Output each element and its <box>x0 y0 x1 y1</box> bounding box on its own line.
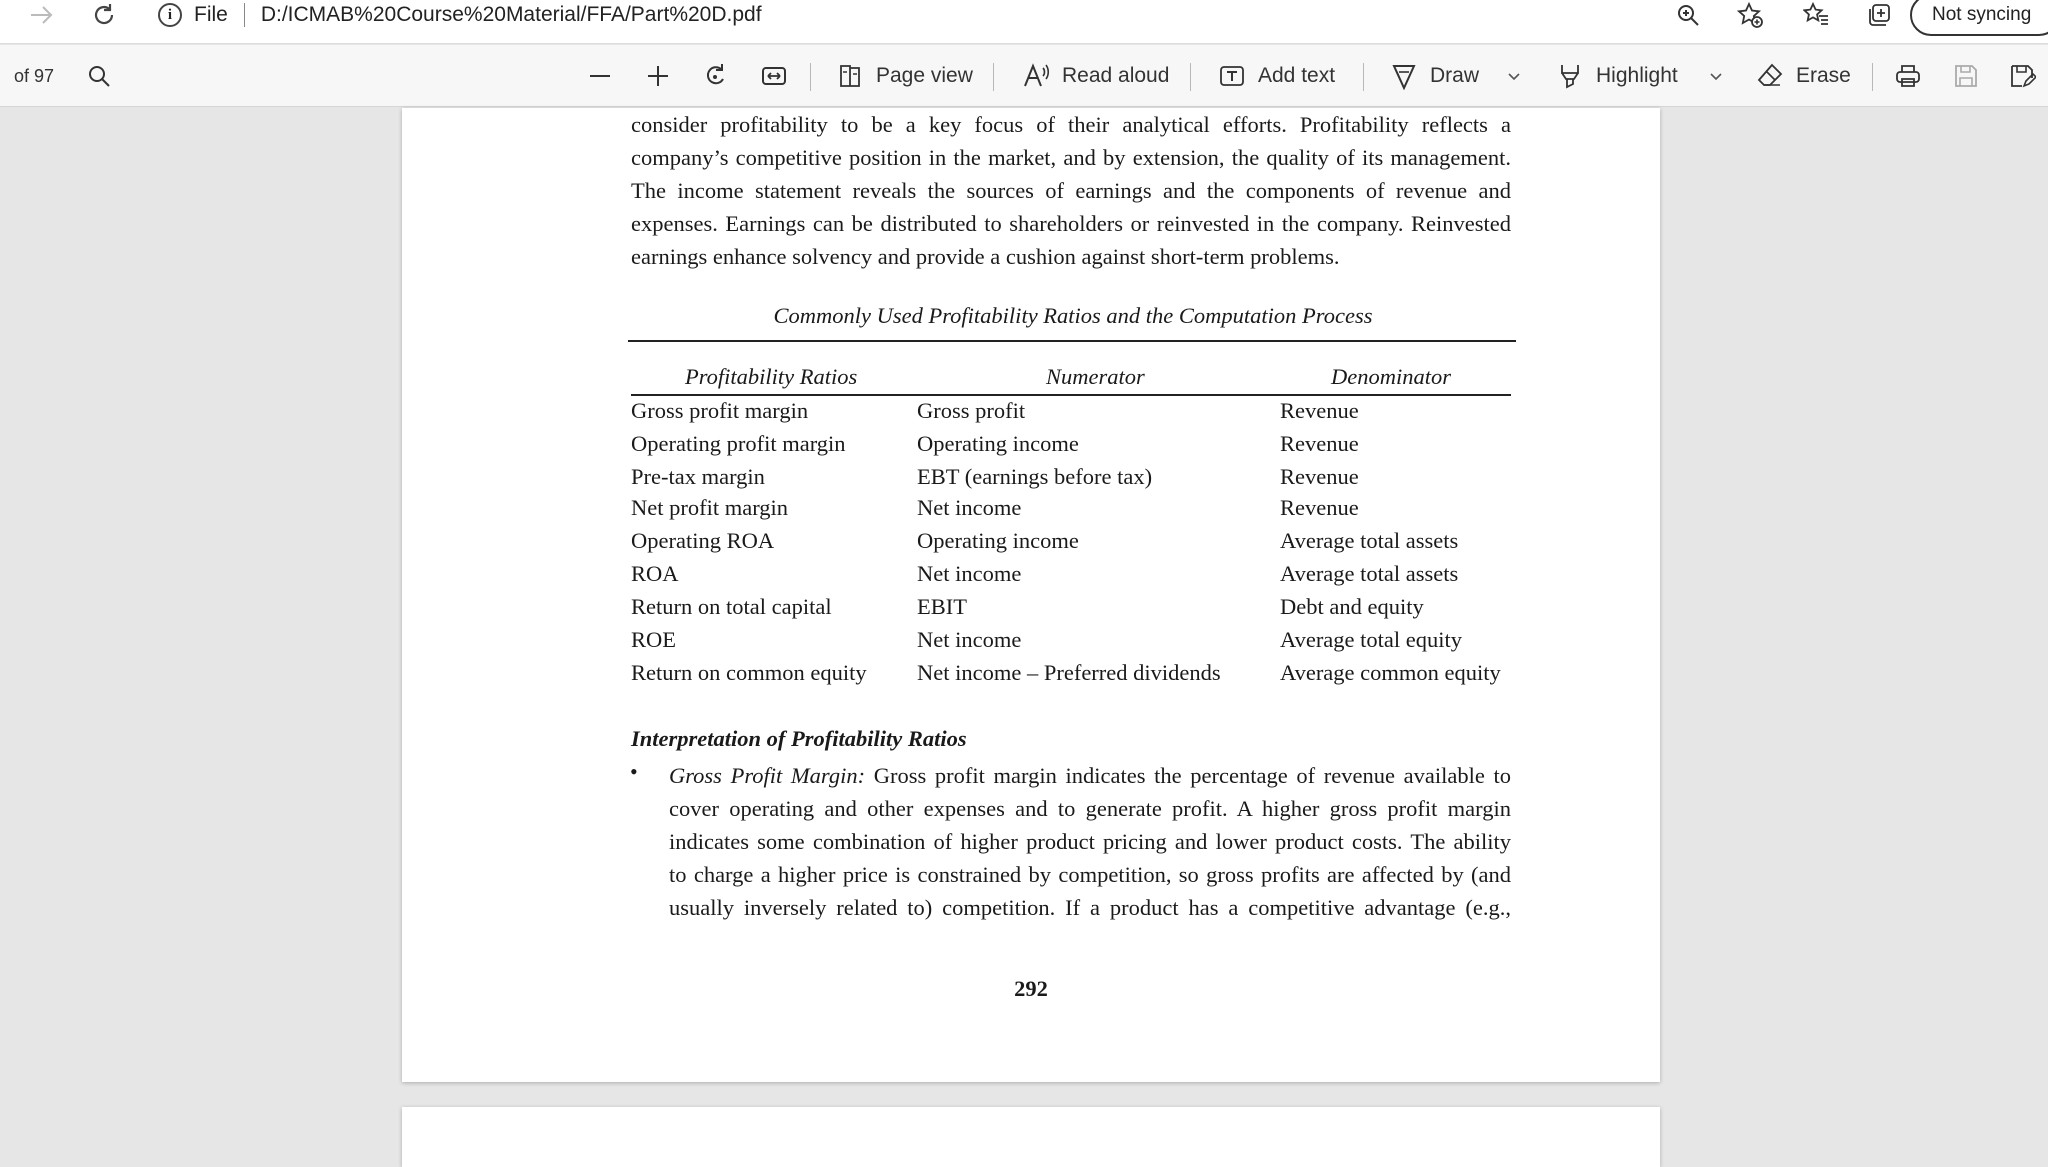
bullet-term: Gross Profit Margin: <box>669 763 866 788</box>
table-header-numerator: Numerator <box>1046 364 1145 389</box>
paragraph-line: indicates some combination of higher product pricing and lower product costs. The ability <box>669 829 1511 854</box>
collections-icon <box>1867 2 1893 28</box>
toolbar-divider <box>993 63 994 91</box>
sync-button[interactable] <box>1910 0 2048 36</box>
erase-label: Erase <box>1796 64 1851 87</box>
table-cell: Net profit margin <box>631 495 789 520</box>
draw-options-dropdown[interactable] <box>1504 55 1524 97</box>
table-cell: Debt and equity <box>1280 594 1424 619</box>
table-cell: Gross profit margin <box>631 398 809 423</box>
print-icon <box>1894 62 1922 90</box>
eraser-icon <box>1756 62 1784 90</box>
table-row <box>631 464 1515 497</box>
chevron-down-icon <box>1706 66 1726 86</box>
zoom-in-button[interactable] <box>644 55 672 97</box>
erase-button[interactable] <box>1756 55 1851 97</box>
read-aloud-button[interactable] <box>1022 55 1169 97</box>
fit-width-button[interactable] <box>760 55 788 97</box>
info-icon[interactable]: i <box>158 3 182 27</box>
table-top-rule <box>628 340 1516 342</box>
save-icon <box>1952 62 1980 90</box>
table-header-ratio: Profitability Ratios <box>685 364 858 389</box>
table-cell: EBIT <box>917 594 967 619</box>
table-cell: Operating profit margin <box>631 431 846 456</box>
table-row <box>631 495 1515 528</box>
chevron-down-icon <box>1504 66 1524 86</box>
page-view-icon <box>836 62 864 90</box>
table-row <box>631 561 1515 594</box>
paragraph-line: usually inversely related to) competition. If a product has a competitive advantage (e.g., <box>669 895 1511 920</box>
highlight-button[interactable] <box>1556 55 1678 97</box>
toolbar-divider <box>1190 63 1191 91</box>
table-row <box>631 660 1515 693</box>
add-favorite-button[interactable] <box>1730 0 1770 30</box>
url-field[interactable] <box>158 0 762 30</box>
table-header-rule <box>631 394 1511 396</box>
table-row <box>631 627 1515 660</box>
url-divider <box>244 3 245 27</box>
page-view-label: Page view <box>876 64 973 87</box>
rotate-button[interactable] <box>702 55 730 97</box>
read-aloud-label: Read aloud <box>1062 64 1170 87</box>
draw-button[interactable] <box>1390 55 1479 97</box>
search-icon <box>87 64 111 88</box>
paragraph-line <box>669 759 1511 792</box>
table-cell: Average common equity <box>1280 660 1501 685</box>
bullet-marker: • <box>630 759 638 784</box>
add-text-label: Add text <box>1258 64 1336 87</box>
protocol-label: File <box>194 3 228 26</box>
star-add-icon <box>1737 2 1763 28</box>
forward-button[interactable] <box>22 0 62 30</box>
table-header-denominator: Denominator <box>1331 364 1451 389</box>
table-cell: EBT (earnings before tax) <box>917 464 1153 489</box>
next-pdf-page <box>402 1107 1660 1167</box>
print-button[interactable] <box>1894 55 1922 97</box>
table-cell: Revenue <box>1280 464 1359 489</box>
table-cell: Net income <box>917 627 1022 652</box>
table-cell: Return on common equity <box>631 660 867 685</box>
paragraph-line: to charge a higher price is constrained by competition, so gross profits are affected by (and <box>669 862 1511 887</box>
save-as-icon <box>2008 62 2036 90</box>
minus-icon <box>586 62 614 90</box>
table-cell: Average total equity <box>1280 627 1463 652</box>
paragraph-line: company’s competitive position in the market, and by extension, the quality of its management. <box>631 145 1511 170</box>
table-cell: ROE <box>631 627 676 652</box>
table-cell: Revenue <box>1280 398 1359 423</box>
favorites-icon <box>1803 2 1829 28</box>
zoom-button[interactable] <box>1668 0 1708 30</box>
paragraph-line: The income statement reveals the sources of earnings and the components of revenue and <box>631 178 1511 203</box>
read-aloud-icon <box>1022 62 1050 90</box>
table-cell: Revenue <box>1280 431 1359 456</box>
toolbar-divider <box>1872 63 1873 91</box>
page-count: of 97 <box>14 65 55 86</box>
toolbar-divider <box>1363 63 1364 91</box>
bullet-first-line: Gross profit margin indicates the percentage of revenue available to <box>865 763 1511 788</box>
table-row <box>631 398 1515 431</box>
table-cell: Net income <box>917 561 1022 586</box>
draw-label: Draw <box>1430 64 1480 87</box>
fit-width-icon <box>760 62 788 90</box>
reload-button[interactable] <box>84 0 124 30</box>
table-cell: Gross profit <box>917 398 1026 423</box>
plus-icon <box>644 62 672 90</box>
draw-icon <box>1390 62 1418 90</box>
table-cell: Return on total capital <box>631 594 832 619</box>
pdf-toolbar <box>0 45 2048 107</box>
search-button[interactable] <box>80 57 118 95</box>
paragraph-line: consider profitability to be a key focus of their analytical efforts. Profitability reflects a <box>631 112 1511 137</box>
paragraph-line: expenses. Earnings can be distributed to shareholders or reinvested in the company. Reinvested <box>631 211 1511 236</box>
reload-icon <box>91 2 117 28</box>
zoom-icon <box>1676 3 1700 27</box>
highlight-options-dropdown[interactable] <box>1706 55 1726 97</box>
paragraph-line: earnings enhance solvency and provide a cushion against short-term problems. <box>631 244 1340 269</box>
table-row <box>631 594 1515 627</box>
table-row <box>631 528 1515 561</box>
zoom-out-button[interactable] <box>586 55 614 97</box>
save-button[interactable] <box>1952 55 1980 97</box>
favorites-button[interactable] <box>1796 0 1836 30</box>
table-cell: Net income <box>917 495 1022 520</box>
page-number: 292 <box>1014 976 1048 1001</box>
arrow-right-icon <box>29 4 55 26</box>
address-bar-actions <box>1668 0 1900 30</box>
collections-button[interactable] <box>1860 0 1900 30</box>
table-cell: Pre-tax margin <box>631 464 765 489</box>
highlight-icon <box>1556 62 1584 90</box>
table-cell: Operating ROA <box>631 528 775 553</box>
table-cell: Operating income <box>917 528 1079 553</box>
table-cell: Net income – Preferred dividends <box>917 660 1221 685</box>
table-caption: Commonly Used Profitability Ratios and the Computation Process <box>773 303 1373 328</box>
save-as-button[interactable] <box>2008 55 2036 97</box>
sync-label: Not syncing <box>1932 4 2032 25</box>
table-cell: ROA <box>631 561 679 586</box>
highlight-label: Highlight <box>1596 64 1678 87</box>
rotate-icon <box>702 62 730 90</box>
add-text-button[interactable] <box>1218 55 1335 97</box>
section-heading: Interpretation of Profitability Ratios <box>631 726 967 751</box>
pdf-page <box>402 108 1660 1082</box>
add-text-icon <box>1218 62 1246 90</box>
table-row <box>631 431 1515 464</box>
table-cell: Average total assets <box>1280 528 1459 553</box>
table-cell: Average total assets <box>1280 561 1459 586</box>
bullet-paragraph <box>669 759 1511 924</box>
address-bar <box>0 0 2048 44</box>
paragraph-line: cover operating and other expenses and to generate profit. A higher gross profit margin <box>669 796 1511 821</box>
table-cell: Revenue <box>1280 495 1359 520</box>
intro-paragraph <box>631 108 1511 273</box>
toolbar-divider <box>810 63 811 91</box>
url-text[interactable]: D:/ICMAB%20Course%20Material/FFA/Part%20D.pdf <box>260 3 762 26</box>
table-cell: Operating income <box>917 431 1079 456</box>
page-view-button[interactable] <box>836 55 973 97</box>
